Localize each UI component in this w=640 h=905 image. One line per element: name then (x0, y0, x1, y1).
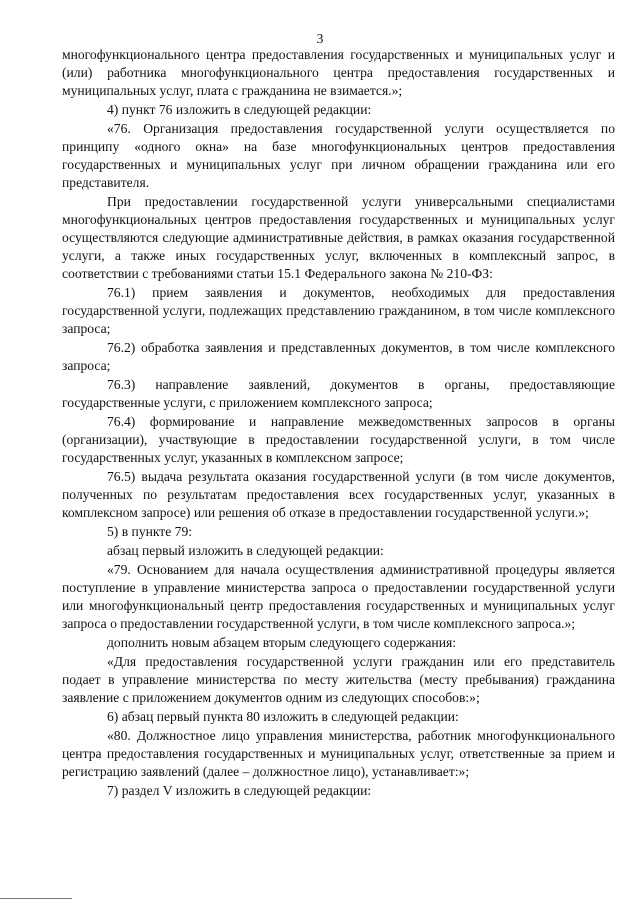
paragraph: «76. Организация предоставления государственной услуги осуществляется по принципу «одного окна» на базе многофункциональных центров предоставления государственных и муниципальных услуг при личном обращении гражданина или его представителя. (62, 121, 615, 190)
paragraph: При предоставлении государственной услуги универсальными специалистами многофункциональных центров предоставления государственных и муниципальных услуг осуществляются следующие административные действия, в рамках оказания государственной услуги, а также иных государственных услуг, включенных в комплексный запрос, в соответствии с требованиями статьи 15.1 Федерального закона № 210-ФЗ: (62, 194, 615, 281)
paragraph: 76.1) прием заявления и документов, необходимых для предоставления государственной услуги, подлежащих представлению гражданином, в том числе комплексного запроса; (62, 285, 615, 336)
paragraph: 76.5) выдача результата оказания государственной услуги (в том числе документов, полученных по результатам предоставления всех государственных услуг, указанных в комплексном запросе) или решения об отказе в предоставлении государственной услуги.»; (62, 469, 615, 520)
paragraph: 76.4) формирование и направление межведомственных запросов в органы (организации), участвующие в предоставлении государственной услуги, в том числе государственных услуг, указанных в комплексном запросе; (62, 414, 615, 465)
paragraph: многофункционального центра предоставления государственных и муниципальных услуг и (или) работника многофункционального центра предоставления государственных и муниципальных услуг, плата с гражданина не взимается.»; (62, 47, 615, 98)
paragraph: 7) раздел V изложить в следующей редакции: (107, 783, 372, 798)
paragraph: «Для предоставления государственной услуги гражданин или его представитель подает в управление министерства по месту жительства (месту пребывания) гражданина заявление с приложением документов одним из следующих способов:»; (62, 654, 615, 705)
paragraph: 6) абзац первый пункта 80 изложить в следующей редакции: (107, 709, 459, 724)
paragraph: 4) пункт 76 изложить в следующей редакции: (107, 102, 372, 117)
paragraph: «80. Должностное лицо управления министерства, работник многофункционального центра предоставления государственных и муниципальных услуг, ответственные за прием и регистрацию заявлений (далее – должностное лицо), устанавливает:»; (62, 728, 615, 779)
paragraph: дополнить новым абзацем вторым следующего содержания: (107, 635, 456, 650)
paragraph: 76.2) обработка заявления и представленных документов, в том числе комплексного запроса; (62, 340, 615, 373)
paragraph: абзац первый изложить в следующей редакции: (107, 543, 384, 558)
paragraph: «79. Основанием для начала осуществления административной процедуры является поступление в управление министерства запроса о предоставлении государственной услуги или многофункциональный центр предоставления государственных и муниципальных услуг запроса о предоставлении государственной услуги, в том числе комплексного запроса.»; (62, 562, 615, 631)
page-number: 3 (316, 31, 324, 46)
paragraph: 76.3) направление заявлений, документов в органы, предоставляющие государственные услуги, с приложением комплексного запроса; (62, 377, 615, 410)
document-body (62, 46, 615, 801)
footer-divider (0, 898, 72, 899)
paragraph: 5) в пункте 79: (107, 524, 193, 539)
